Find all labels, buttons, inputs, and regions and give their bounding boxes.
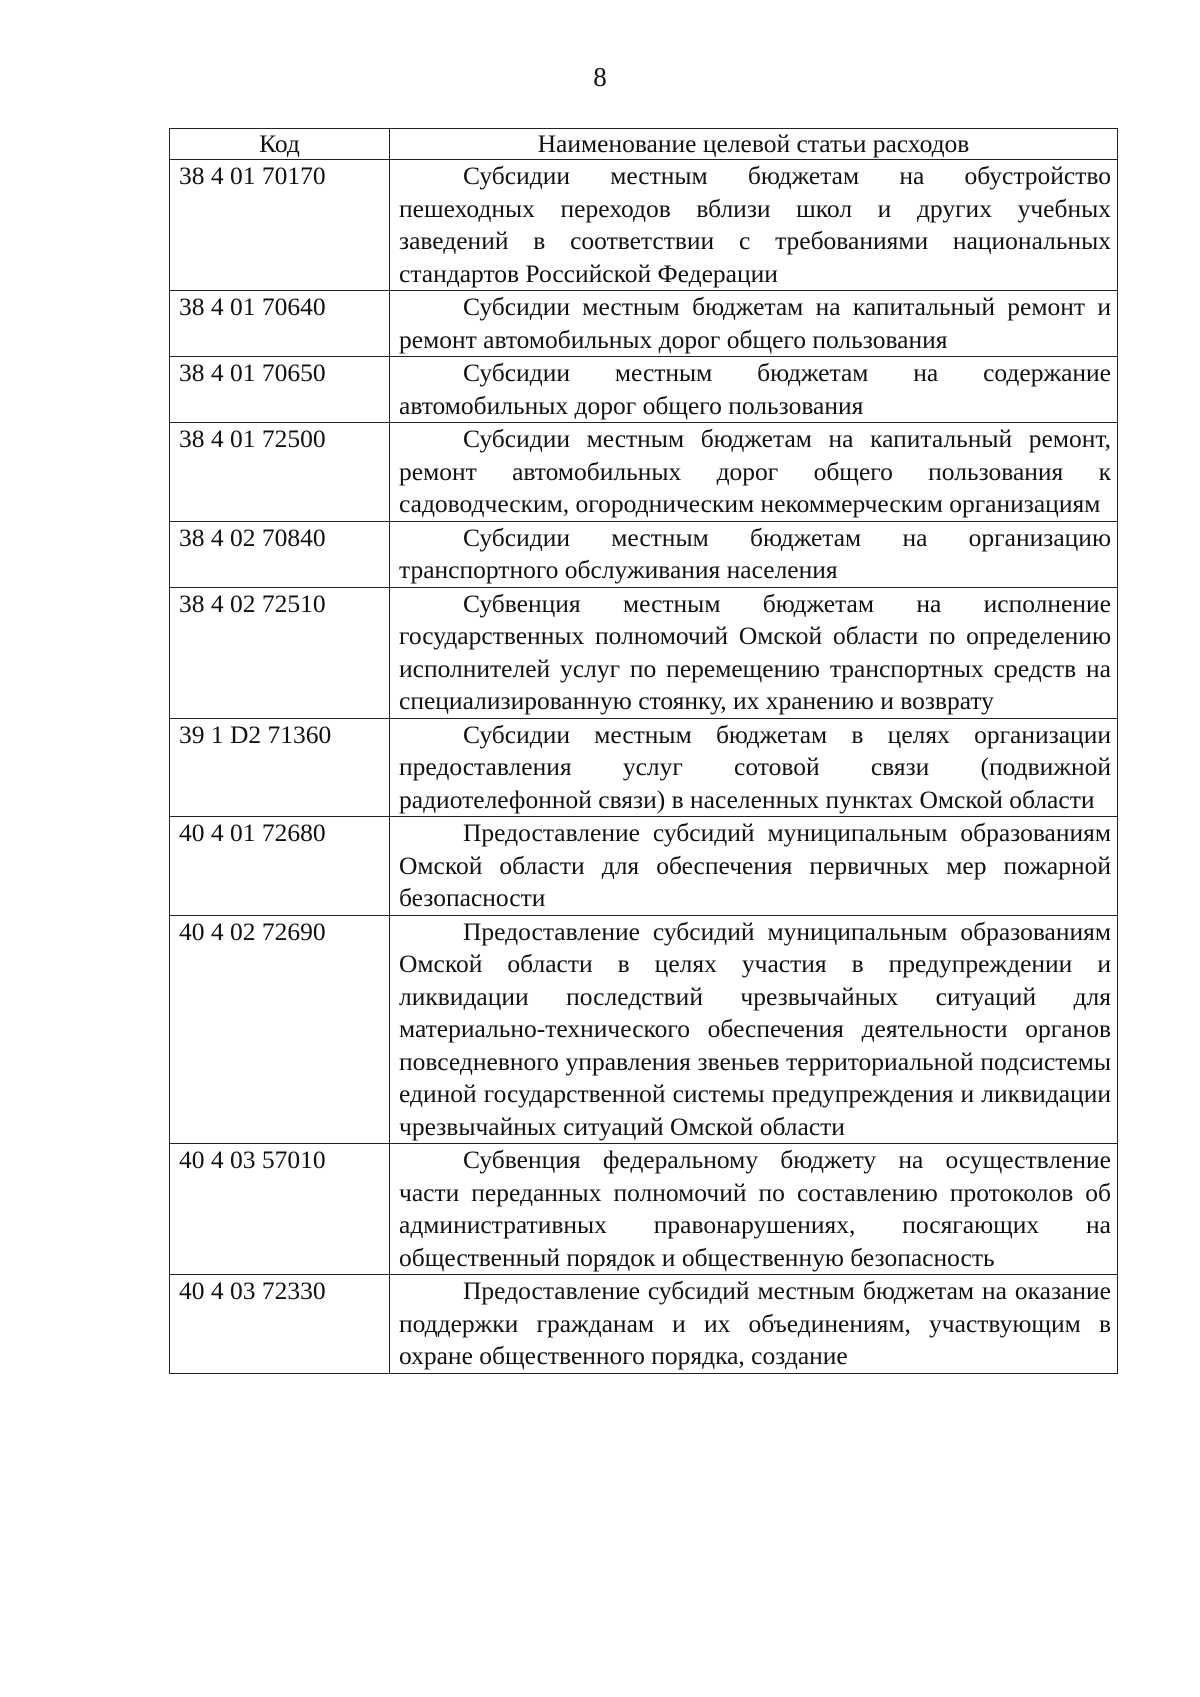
row-name: Субвенция федеральному бюджету на осуществление части переданных полномочий по составлению протоколов об административных правонарушениях, посягающих на общественный порядок и общественную безопасность: [390, 1144, 1118, 1275]
row-name: Предоставление субсидий местным бюджетам на оказание поддержки гражданам и их объединениям, участвующим в охране общественного порядка, создание: [390, 1275, 1118, 1374]
budget-table: [169, 128, 1118, 1374]
row-name: Субсидии местным бюджетам на капитальный ремонт и ремонт автомобильных дорог общего пользования: [390, 291, 1118, 357]
row-name: Субсидии местным бюджетам на обустройство пешеходных переходов вблизи школ и других учебных заведений в соответствии с требованиями национальных стандартов Российской Федерации: [390, 160, 1118, 291]
row-name: Субсидии местным бюджетам на капитальный ремонт, ремонт автомобильных дорог общего пользования к садоводческим, огородническим некоммерческим организациям: [390, 423, 1118, 522]
header-name: Наименование целевой статьи расходов: [390, 129, 1118, 160]
table-header-row: [170, 129, 1118, 160]
row-code: 40 4 03 72330: [170, 1275, 390, 1374]
row-name: Субсидии местным бюджетам на содержание автомобильных дорог общего пользования: [390, 357, 1118, 423]
row-code: 38 4 02 70840: [170, 521, 390, 587]
row-code: 38 4 01 70170: [170, 160, 390, 291]
table-row: [170, 423, 1118, 522]
row-code: 38 4 01 70640: [170, 291, 390, 357]
row-code: 40 4 02 72690: [170, 915, 390, 1144]
row-code: 38 4 01 70650: [170, 357, 390, 423]
row-name: Предоставление субсидий муниципальным образованиям Омской области в целях участия в предупреждении и ликвидации последствий чрезвычайных ситуаций для материально-технического обеспечения деятельности органов повседневного управления звеньев территориальной подсистемы единой государственной системы предупреждения и ликвидации чрезвычайных ситуаций Омской области: [390, 915, 1118, 1144]
table-row: [170, 357, 1118, 423]
table-row: [170, 1144, 1118, 1275]
table-row: [170, 291, 1118, 357]
row-code: 40 4 03 57010: [170, 1144, 390, 1275]
table-row: [170, 1275, 1118, 1374]
row-code: 38 4 02 72510: [170, 587, 390, 718]
table-row: [170, 718, 1118, 817]
row-name: Субвенция местным бюджетам на исполнение государственных полномочий Омской области по определению исполнителей услуг по перемещению транспортных средств на специализированную стоянку, их хранению и возврату: [390, 587, 1118, 718]
row-name: Субсидии местным бюджетам в целях организации предоставления услуг сотовой связи (подвижной радиотелефонной связи) в населенных пунктах Омской области: [390, 718, 1118, 817]
table-row: [170, 915, 1118, 1144]
page-number: 8: [593, 62, 607, 92]
row-name: Субсидии местным бюджетам на организацию транспортного обслуживания населения: [390, 521, 1118, 587]
row-code: 39 1 D2 71360: [170, 718, 390, 817]
row-code: 38 4 01 72500: [170, 423, 390, 522]
row-code: 40 4 01 72680: [170, 817, 390, 916]
table-row: [170, 521, 1118, 587]
table-row: [170, 817, 1118, 916]
header-code: Код: [170, 129, 390, 160]
table-row: [170, 160, 1118, 291]
table-row: [170, 587, 1118, 718]
row-name: Предоставление субсидий муниципальным образованиям Омской области для обеспечения первичных мер пожарной безопасности: [390, 817, 1118, 916]
